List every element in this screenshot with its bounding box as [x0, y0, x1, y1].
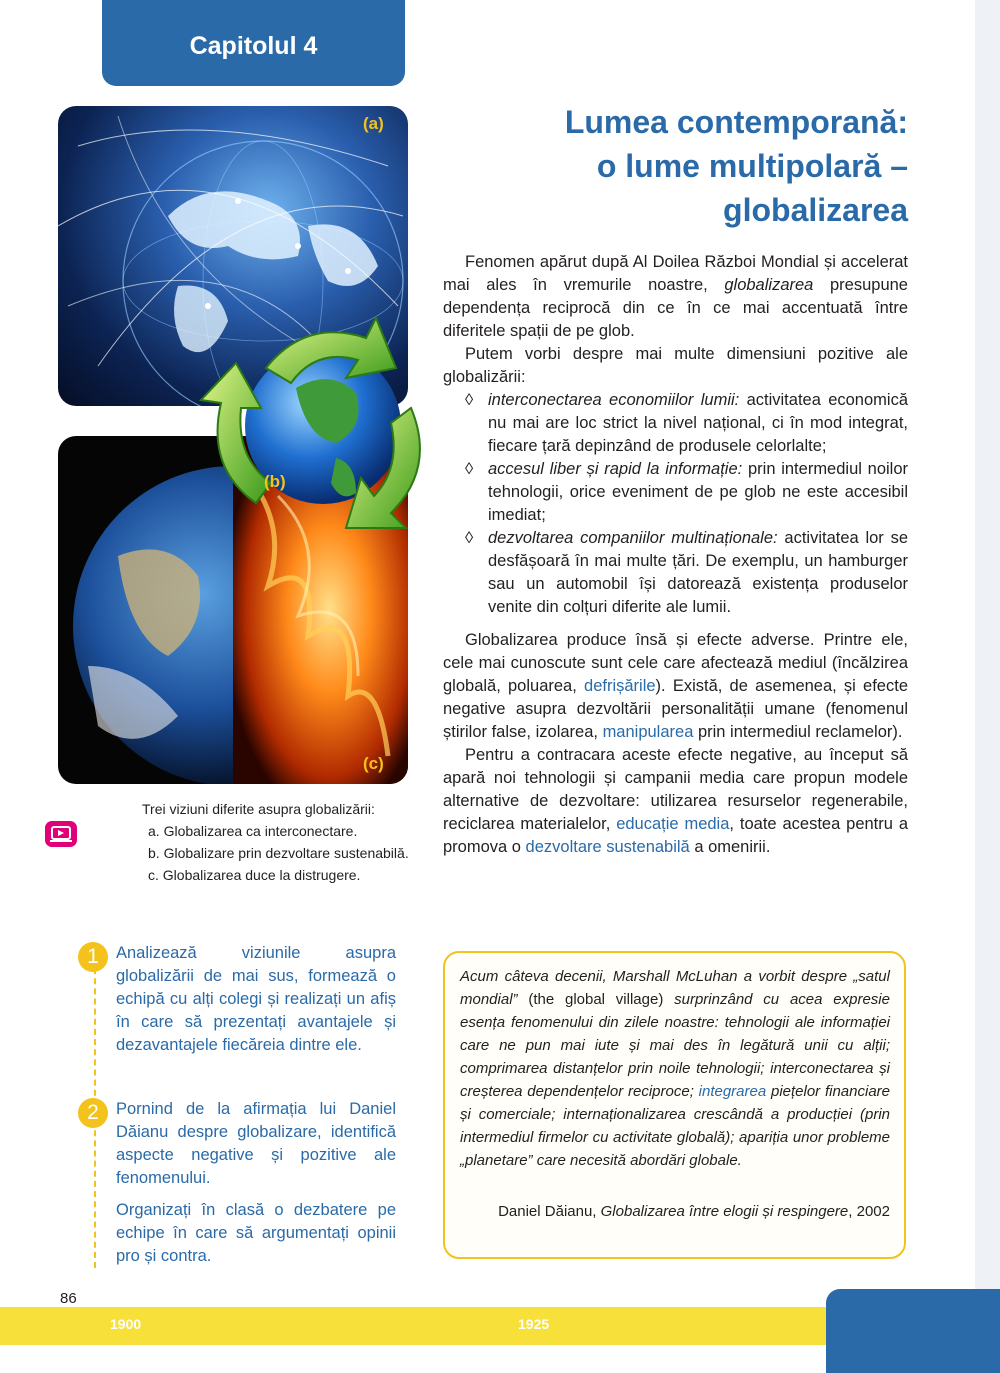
image-label-b: (b)	[264, 472, 286, 491]
quote-author: Daniel Dăianu, Globalizarea între elogii și respingere, 2002	[498, 1203, 890, 1220]
link-defrisarile[interactable]: defrișările	[584, 677, 656, 695]
link-integrarea[interactable]: integrarea	[698, 1083, 767, 1100]
paragraph-2: Putem vorbi despre mai multe dimensiuni pozitive ale globalizării:	[443, 345, 908, 386]
main-text	[443, 251, 908, 859]
diamond-bullet-icon: ◊	[465, 529, 474, 547]
paragraph-1: Fenomen apărut după Al Doilea Război Mondial și accelerat mai ales în vremurile noastre, globalizarea presupune dependența reciprocă din ce în ce mai accentuată între diferitele spații de pe glob.	[443, 253, 908, 340]
caption-item-b: b. Globalizare prin dezvoltare sustenabilă.	[148, 845, 409, 861]
question-2-task: Organizați în clasă o dezbatere pe echipe în care să argumentați opinii pro și contra.	[116, 1201, 396, 1265]
question-number-1: 1	[78, 942, 108, 972]
diamond-bullet-icon: ◊	[465, 391, 474, 409]
caption-heading: Trei viziuni diferite asupra globalizării:	[142, 801, 375, 817]
question-1: Analizează viziunile asupra globalizării de mai sus, formează o echipă cu alți colegi și realizați un afiș în care să prezentați avantajele și dezavantajele fiecăreia dintre ele.	[116, 944, 396, 1054]
quote-text: Acum câteva decenii, Marshall McLuhan a vorbit despre „satul mondial” (the global village) surprinzând cu acea expresie esența fenomenului din zilele noastre: tehnologii ale informației care ne pun mai iute și mai des în legătură unii cu alții; comprimarea distanțelor prin noile tehnologii; interconectarea și creșterea dependențelor reciproce; integrarea piețelor financiare și comerciale; internaționalizarea crescândă a producției (prin intermediul firmelor cu activitate globală); apariția unor probleme „planetare” care necesită abordări globale.	[460, 968, 890, 1169]
bottom-margin	[0, 1345, 826, 1373]
page-title	[488, 100, 908, 232]
chapter-tab	[102, 0, 405, 86]
link-educatie-media[interactable]: educație media	[616, 815, 730, 833]
right-margin-strip	[975, 0, 1000, 1373]
image-label-c: (c)	[363, 754, 384, 773]
timeline-label-1925: 1925	[518, 1316, 550, 1332]
title-line-2: o lume multipolară –	[596, 148, 908, 184]
bullet-item-2: ◊ accesul liber și rapid la informație: prin intermediul noilor tehnologii, orice eveniment de pe glob ne este accesibil imediat;	[465, 460, 909, 524]
page-number: 86	[60, 1290, 77, 1307]
caption-item-a: a. Globalizarea ca interconectare.	[148, 823, 358, 839]
timeline-label-1900: 1900	[110, 1316, 142, 1332]
paragraph-3: Globalizarea produce însă și efecte adverse. Printre ele, cele mai cunoscute sunt cele care afectează mediul (încălzirea globală, poluarea, defrișările). Există, de asemenea, și efecte negative asupra dezvoltării personalității umane (fenomenul știrilor false, izolarea, manipularea prin intermediul reclamelor).	[443, 631, 908, 741]
chapter-label: Capitolul 4	[189, 32, 318, 60]
recycling-globe-illustration	[196, 308, 446, 538]
multimedia-icon[interactable]	[44, 820, 78, 848]
bullet-item-1: ◊ interconectarea economiilor lumii: activitatea economică nu mai are loc strict la nivel național, ci în mod integrat, fiecare țară depinzând de produsele celorlalte;	[465, 391, 908, 455]
question-2: Pornind de la afirmația lui Daniel Dăianu despre globalizare, identifică aspecte negative și pozitive ale fenomenului.	[116, 1100, 396, 1187]
link-manipularea[interactable]: manipularea	[602, 723, 694, 741]
diamond-bullet-icon: ◊	[465, 460, 474, 478]
image-caption	[142, 798, 409, 886]
corner-block	[826, 1289, 1000, 1373]
question-number-2: 2	[78, 1098, 108, 1128]
title-line-1: Lumea contemporană:	[564, 104, 908, 140]
paragraph-4: Pentru a contracara aceste efecte negative, au început să apară noi tehnologii și campanii media care propun modele alternative de dezvoltare: utilizarea resurselor regenerabile, reciclarea materialelor, educație media, toate acestea pentru a promova o dezvoltare sustenabilă a omenirii.	[443, 746, 908, 856]
bullet-item-3: ◊ dezvoltarea companiilor multinaționale: activitatea lor se desfășoară în mai multe țări. De exemplu, un hamburger sau un automobil își datorează existența produselor venite din colțuri diferite ale lumii.	[465, 529, 908, 616]
image-label-a: (a)	[363, 114, 384, 133]
caption-item-c: c. Globalizarea duce la distrugere.	[148, 867, 361, 883]
link-dezvoltare-sustenabila[interactable]: dezvoltare sustenabilă	[525, 838, 690, 856]
title-line-3: globalizarea	[723, 192, 908, 228]
